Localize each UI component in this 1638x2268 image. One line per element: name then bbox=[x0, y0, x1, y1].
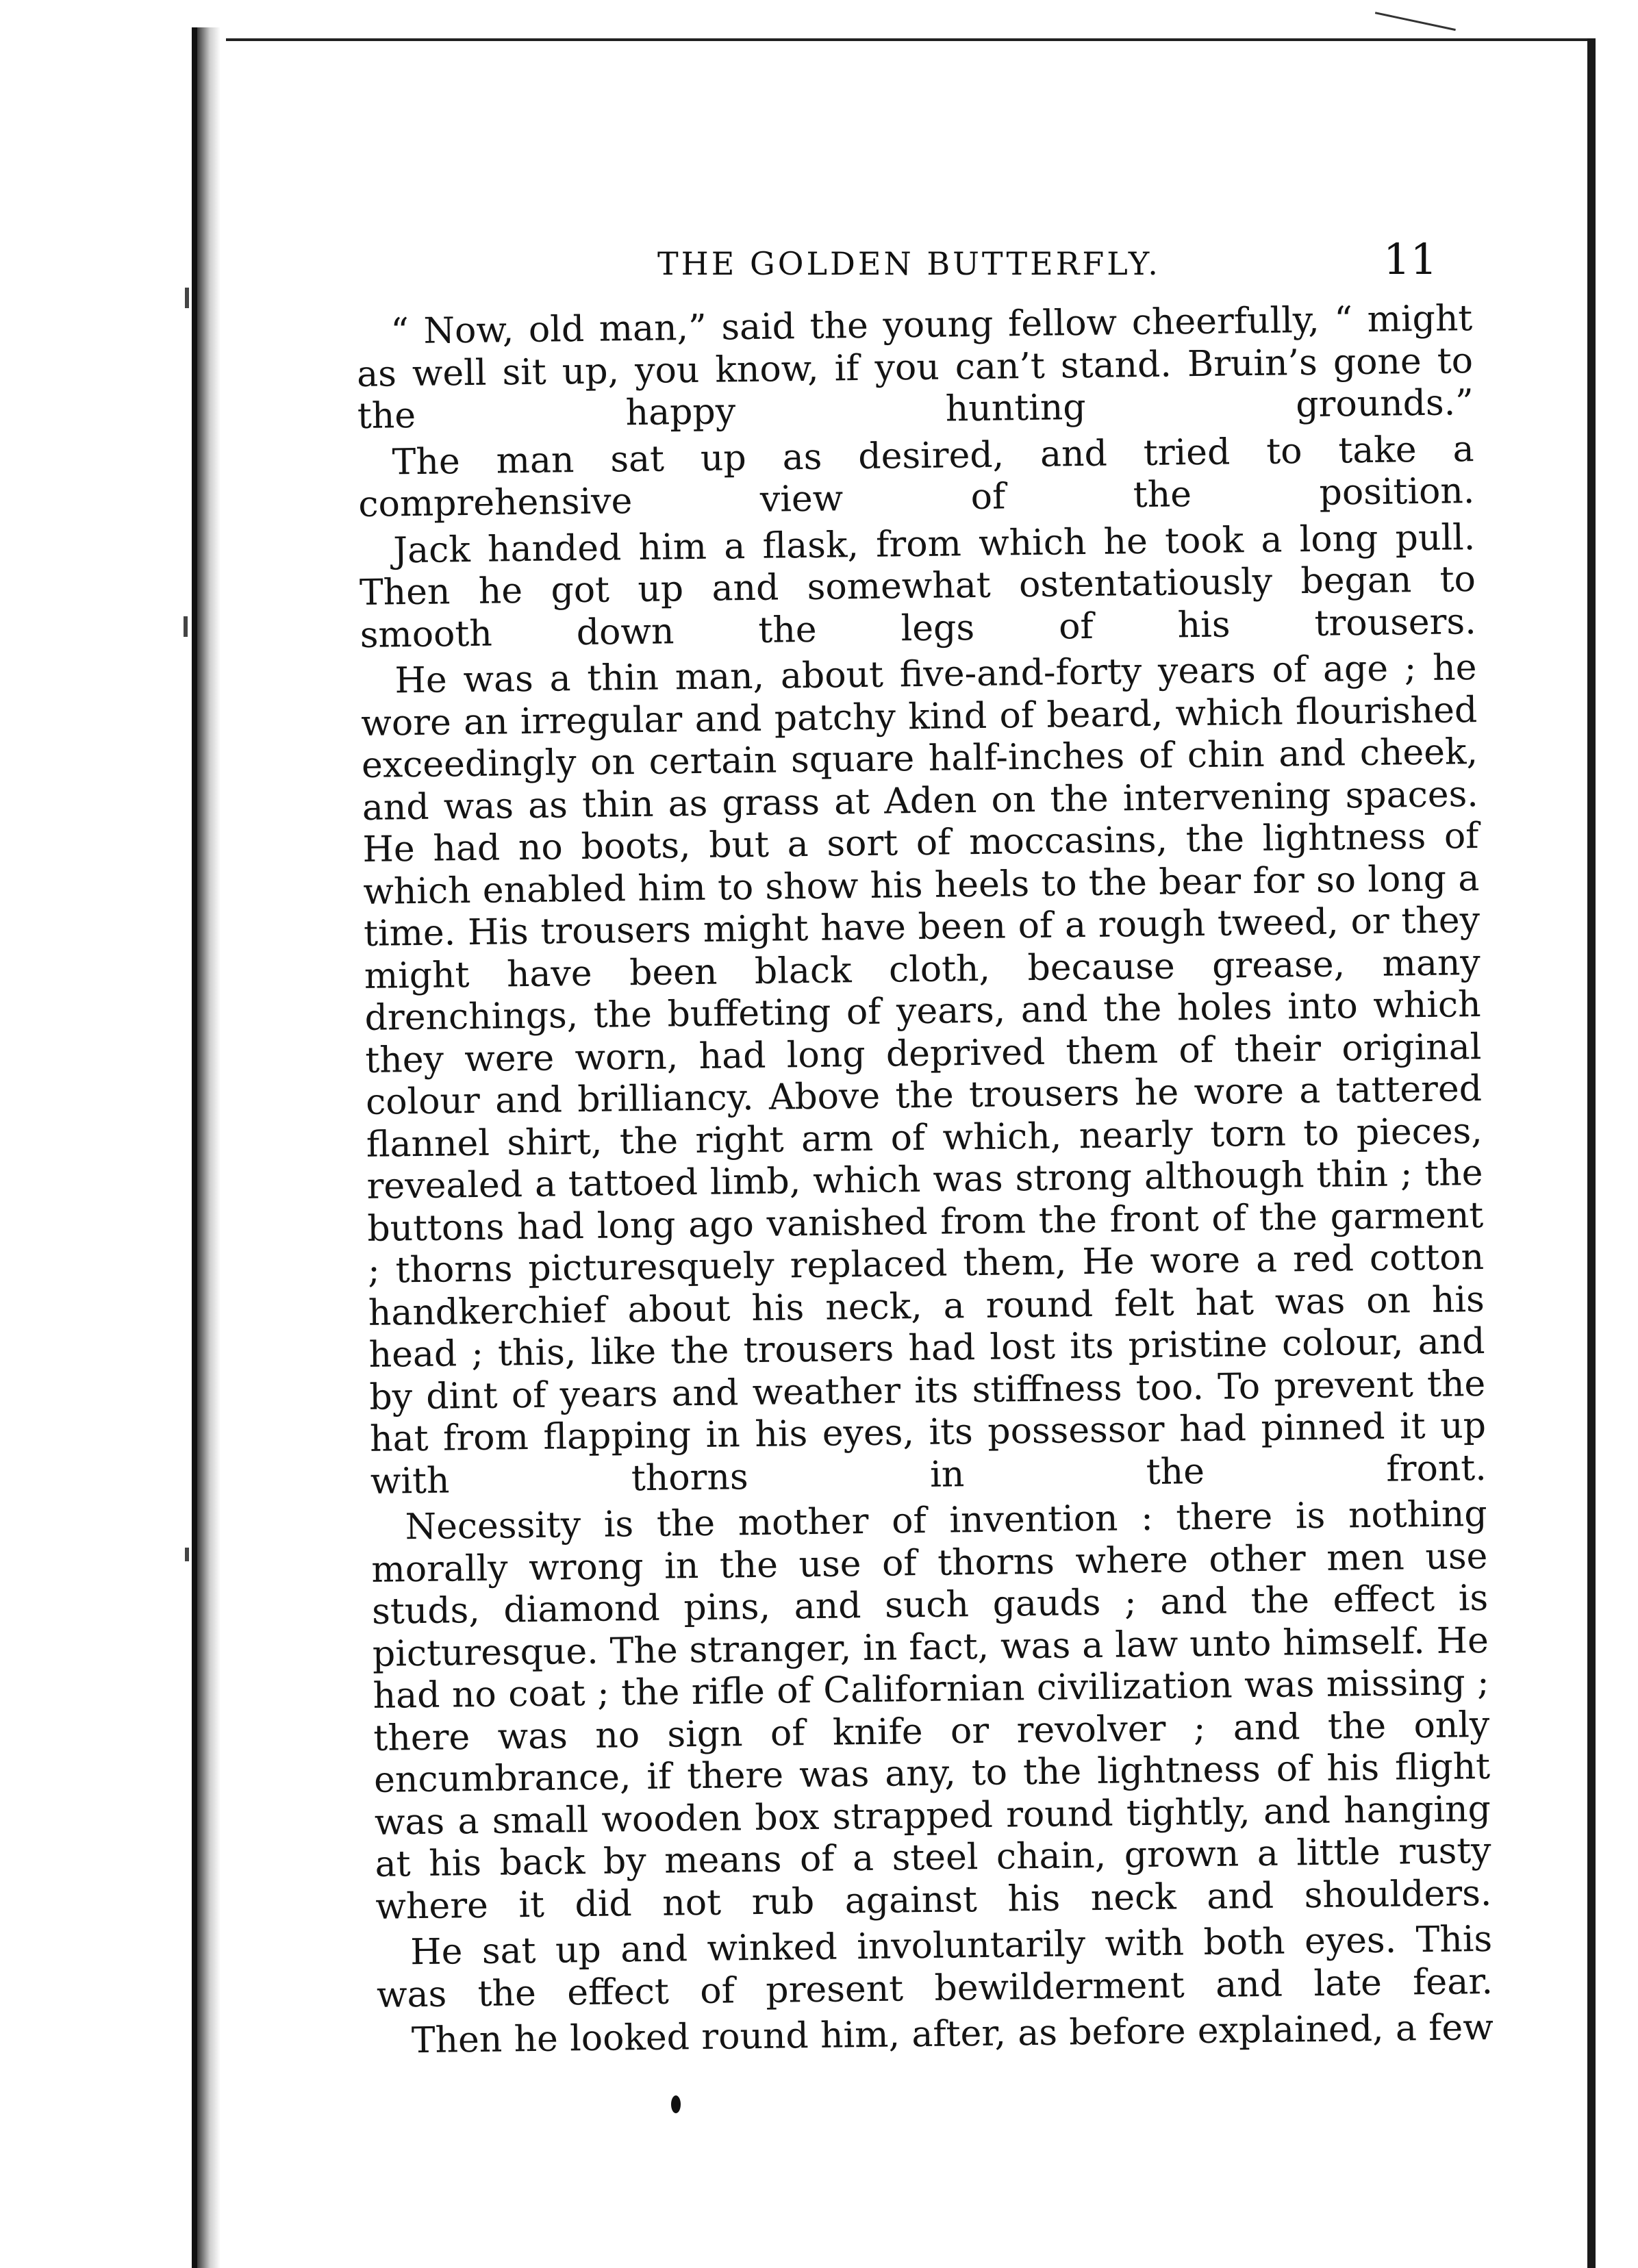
corner-crease bbox=[1375, 0, 1460, 31]
running-head bbox=[0, 234, 1638, 294]
paragraph: He was a thin man, about five-and-forty years of age ; he wore an irregular and patchy kind of beard, which flourished exceedingly on certain square half-inches of chin and cheek, and was as thin as grass at Aden on the intervening spaces. He had no boots, but a sort of moccasins, the lightness of which enabled him to show his heels to the bear for so long a time. His trousers might have been of a rough tweed, or they might have been black cloth, because grease, many drenchings, the buffeting of years, and the holes into which they were worn, had long deprived them of their original colour and brilliancy. Above the trousers he wore a tattered flannel shirt, the right arm of which, nearly torn to pieces, revealed a tattoed limb, which was strong although thin ; the buttons had long ago vanished from the front of the garment ; thorns picturesquely replaced them, He wore a red cotton handkerchief about his neck, a round felt hat was on his head ; this, like the trousers had lost its pristine colour, and by dint of years and weather its stiffness too. To prevent the hat from flapping in his eyes, its possessor had pinned it up with thorns in the front. bbox=[360, 647, 1487, 1502]
spine-shadow bbox=[197, 27, 220, 2268]
paragraph: He sat up and winked involuntarily with both eyes. This was the effect of present bewilderment and late fear. bbox=[376, 1918, 1494, 2016]
gutter-line bbox=[192, 27, 197, 2268]
scan-speck bbox=[184, 616, 188, 637]
paragraph: Necessity is the mother of invention : there is nothing morally wrong in the use of thorns where other men use studs, diamond pins, and such gauds ; and the effect is picturesque. The stranger, in fact, was a law unto himself. He had no coat ; the rifle of Californian civilization was missing ; there was no sign of knife or revolver ; and the only encumbrance, if there was any, to the lightness of his flight was a small wooden box strapped round tightly, and hanging at his back by means of a steel chain, grown a little rusty where it did not rub against his neck and shoulders. bbox=[371, 1493, 1492, 1928]
page-right-edge bbox=[1587, 38, 1596, 2268]
body-text bbox=[356, 298, 1494, 2063]
paragraph: Then he looked round him, after, as before explained, a few bbox=[411, 2006, 1494, 2062]
paragraph: “ Now, old man,” said the young fellow cheerfully, “ might as well sit up, you know, if you can’t stand. Bruin’s gone to the happy hunting grounds.” bbox=[356, 298, 1474, 437]
paragraph: Jack handed him a flask, from which he took a long pull. Then he got up and somewhat ostentatiously began to smooth down the legs of his trousers. bbox=[359, 516, 1477, 656]
page-number: 11 bbox=[1383, 234, 1437, 284]
page-top-edge bbox=[226, 38, 1589, 41]
paragraph: The man sat up as desired, and tried to take a comprehensive view of the position. bbox=[358, 428, 1475, 525]
scan-speck bbox=[185, 1548, 189, 1561]
facing-page-margin bbox=[0, 0, 205, 2268]
ink-spot bbox=[671, 2095, 681, 2113]
running-title: THE GOLDEN BUTTERFLY. bbox=[657, 245, 1161, 282]
